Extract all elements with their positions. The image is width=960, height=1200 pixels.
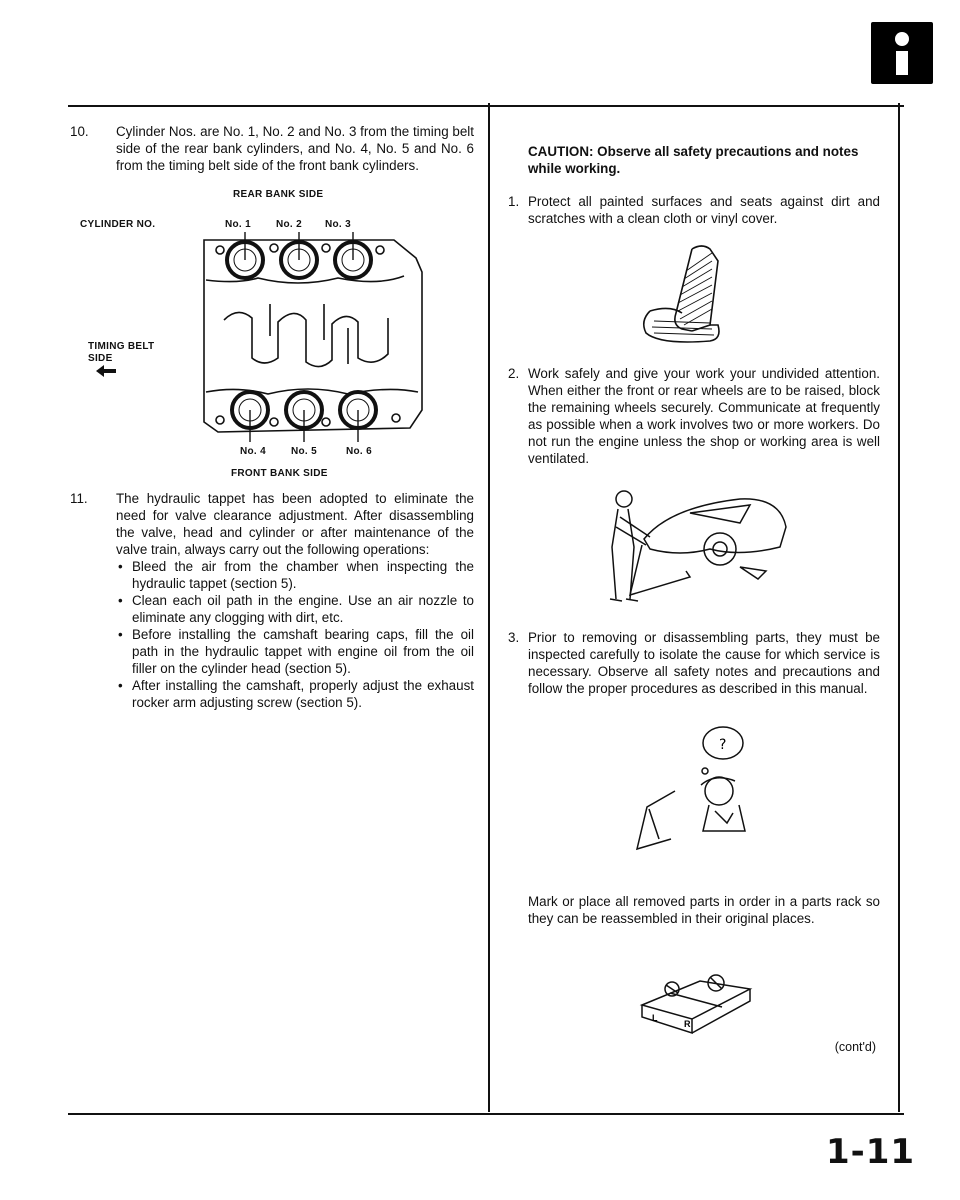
cyl-label-3: No. 3 xyxy=(325,219,351,230)
left-column xyxy=(70,123,474,711)
seat-cover-illustration xyxy=(630,241,760,351)
bullet-item: • Bleed the air from the chamber when inspecting the hydraulic tappet (section 5). xyxy=(116,558,474,592)
step-number: 10. xyxy=(70,124,89,139)
bottom-rule xyxy=(68,1113,904,1115)
jack-lifting-car-illustration xyxy=(590,487,800,607)
arrow-left-icon xyxy=(96,364,118,378)
step-text: Protect all painted surfaces and seats against dirt and scratches with a clean cloth or vinyl cover. xyxy=(528,194,880,226)
timing-belt-side-label: SIDE xyxy=(88,353,113,364)
engine-block-diagram xyxy=(198,232,438,442)
caution-note: CAUTION: Observe all safety precautions and notes while working. xyxy=(528,144,859,176)
rear-bank-label: REAR BANK SIDE xyxy=(233,189,324,200)
info-icon xyxy=(871,22,933,84)
step-10 xyxy=(70,123,474,174)
step-2 xyxy=(510,365,880,467)
step-11 xyxy=(70,490,474,711)
step-number: 3. xyxy=(508,630,520,645)
step-text: Prior to removing or disassembling parts, they must be inspected carefully to isolate the cause for which service is necessary. Observe all safety notes and precautions and follow the proper procedures as described in this manual. xyxy=(528,630,880,696)
timing-belt-label: TIMING BELT xyxy=(88,341,155,352)
step-text: The hydraulic tappet has been adopted to eliminate the need for valve clearance adjustment. After disassembling the valve, head and cylinder or after maintenance of the valve train, always carry out the following operations: xyxy=(116,491,474,557)
parts-tray-illustration xyxy=(630,957,760,1037)
page-number: 1-11 xyxy=(826,1132,916,1172)
tray-label-l: L xyxy=(652,1013,658,1023)
cyl-label-2: No. 2 xyxy=(276,219,302,230)
bullet-item: • Clean each oil path in the engine. Use an air nozzle to eliminate any clogging with dirt, etc. xyxy=(116,592,474,626)
continued-label: (cont'd) xyxy=(834,1040,876,1054)
cyl-label-1: No. 1 xyxy=(225,219,251,230)
cylinder-layout-figure xyxy=(70,186,474,478)
step-text: Work safely and give your work your undivided attention. When either the front or rear wheels are to be raised, block the remaining wheels securely. Communicate at frequently as possible when a work involves two or more workers. Do not run the engine unless the shop or working area is well ventilated. xyxy=(528,366,880,466)
cylinder-no-label: CYLINDER NO. xyxy=(80,219,156,230)
step-text: Cylinder Nos. are No. 1, No. 2 and No. 3 from the timing belt side of the rear bank cylinders, and No. 4, No. 5 and No. 6 from the timing belt side of the front bank cylinders. xyxy=(116,124,474,173)
cyl-label-4: No. 4 xyxy=(240,446,266,457)
bullet-list xyxy=(116,558,474,711)
bullet-item: • Before installing the camshaft bearing caps, fill the oil path in the hydraulic tappet with engine oil from the oil filler on the cylinder head (section 5). xyxy=(116,626,474,677)
cyl-label-5: No. 5 xyxy=(291,446,317,457)
step-number: 1. xyxy=(508,194,520,209)
thought-question-mark: ? xyxy=(719,737,727,753)
mark-parts-note: Mark or place all removed parts in order in a parts rack so they can be reassembled in their original places. xyxy=(528,894,880,926)
right-column xyxy=(510,143,880,1056)
bullet-item: • After installing the camshaft, properly adjust the exhaust rocker arm adjusting screw (section 5). xyxy=(116,677,474,711)
tray-label-r: R xyxy=(684,1019,691,1029)
step-number: 11. xyxy=(70,491,88,506)
step-number: 2. xyxy=(508,366,520,381)
step-1 xyxy=(510,193,880,227)
cyl-label-6: No. 6 xyxy=(346,446,372,457)
thinking-mechanic-illustration xyxy=(615,719,775,869)
front-bank-label: FRONT BANK SIDE xyxy=(231,468,328,479)
step-3 xyxy=(510,629,880,697)
